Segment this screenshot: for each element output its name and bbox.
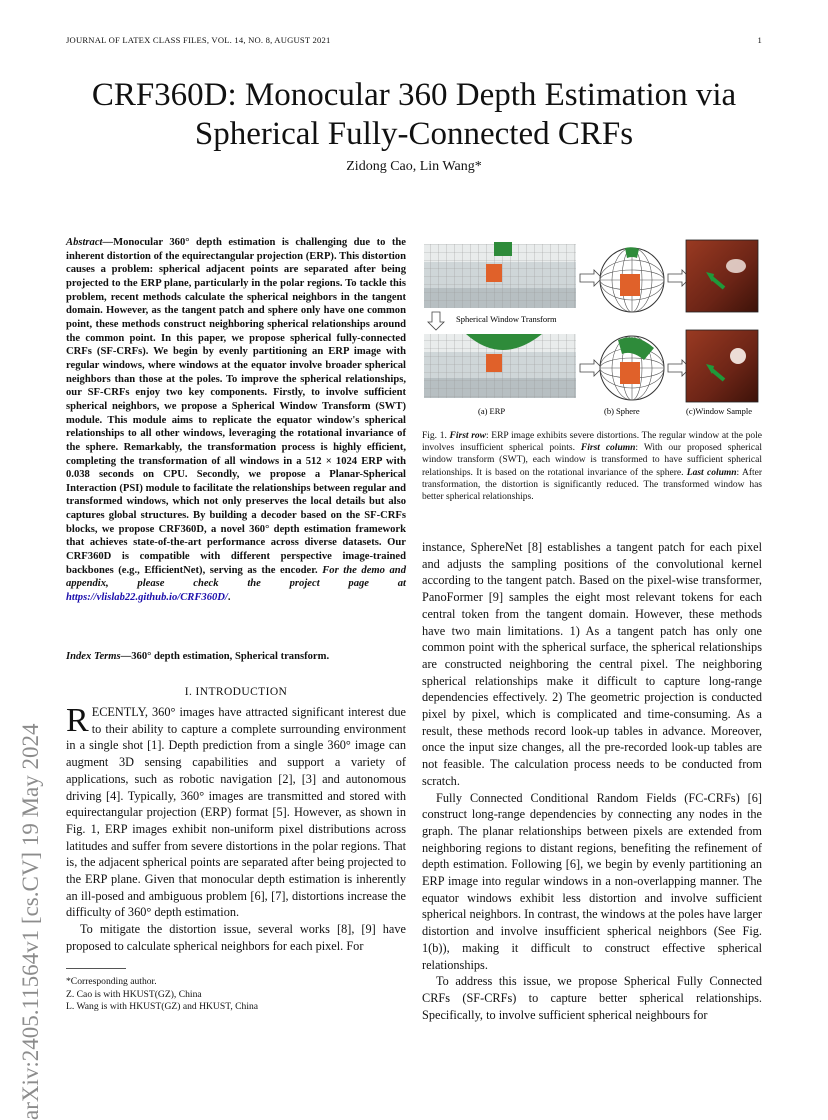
footnote-3: L. Wang is with HKUST(GZ) and HKUST, China [66,1001,259,1012]
label-erp: (a) ERP [478,406,506,416]
intro-column [66,704,406,955]
swt-label: Spherical Window Transform [456,314,557,324]
window-sample-row1 [686,240,758,312]
caption-last-label: Last column [686,467,737,478]
authors: Zidong Cao, Lin Wang* [346,159,482,174]
paper-title: CRF360D: Monocular 360 Depth Estimation via Spherical Fully-Connected CRFs [91,77,737,152]
figure-1-graphic [422,236,762,420]
abstract-text: Monocular 360° depth estimation is challenging due to the inherent distortion of the equirectangular projection (ERP). This distortion causes a problem: spherical adjacent points are separated after being projected to the ERP plane, particularly in the polar regions. To tackle this problem, recent methods calculate the spherical neighbors in the tangent domain. However, as the tangent patch and sphere only have one common point, these methods construct neighboring spherical relationships around the common point. In this paper, we propose spherical fully-connected CRFs (SF-CRFs). We begin by evenly partitioning an ERP image with regular windows, where windows at the equator involve broader spherical neighbors than those at the poles. To improve the spherical relationships, our SF-CRFs enjoy two key components. Firstly, to involve sufficient spherical neighbors, we propose a Spherical Window Transform (SWT) module. This module aims to replicate the equator window's spherical relationships to all other windows, leveraging the rotational invariance of the sphere. Remarkably, the transformation process is highly efficient, completing the transformation of all windows in a 512 × 1024 ERP with 0.038 seconds on CPU. Secondly, we propose a Planar-Spherical Interaction (PSI) module to facilitate the relationships between regular and transformed windows, which not only preserves the local details but also captures global structures. By building a decoder based on the SF-CRFs blocks, we propose CRF360D, a novel 360° depth estimation framework that achieves state-of-the-art performance across diverse datasets. Our CRF360D is compatible with different perspective image-trained backbones (e.g., EfficientNet), serving as the encoder. [66,237,406,576]
caption-col-label: First column [580,443,636,454]
footnotes [66,976,406,1014]
footnote-rule [66,968,126,969]
figure-1-caption [422,430,762,503]
right-paragraph-3: To address this issue, we propose Spherical Fully Connected CRFs (SF-CRFs) to capture better spherical relationships. Specifically, to involve sufficient spherical neighbours for [422,974,762,1022]
caption-row-label: First row [449,431,486,441]
abstract-label: Abstract [66,237,103,248]
caption-t3: : After transformation, the distortion is significantly reduced. The transformed window has better spherical relationships. [422,467,763,503]
dropcap: R [66,702,89,739]
sphere-row1 [600,247,664,312]
caption-prefix: Fig. 1. [422,431,447,441]
label-sphere: (b) Sphere [604,406,640,416]
intro-p1-text: ECENTLY, 360° images have attracted significant interest due to their ability to capture a complete surrounding environment in a single shot [1]. Depth prediction from a single 360° image can augment 3D sensing capabilities and support a variety of applications, such as robotic navigation [2], [3] and autonomous driving [4]. Typically, 360° images are transmitted and stored with equirectangular projection (ERP) format [5]. However, as shown in Fig. 1, ERP images exhibit non-uniform pixel distributions across latitudes and suffer from severe distortions in the polar regions. That is, the adjacent spherical points are separated after being projected to the ERP plane. Given that monocular depth estimation is inherently an ill-posed and ambiguous problem [6], [7], distortions increase the difficulty of 360° depth estimation. [66,705,406,920]
caption-t1: : ERP image exhibits severe distortions. The regular window at the pole involves insufficient spherical points. [422,431,762,454]
index-terms-text: 360° depth estimation, Spherical transform. [131,651,330,662]
footnote-1: *Corresponding author. [66,976,157,987]
figure-1 [422,236,762,420]
running-header [66,35,762,49]
right-paragraph-2: Fully Connected Conditional Random Fields (FC-CRFs) [6] construct long-range dependencies by connecting any nodes in the graph. The planar relationships between pixels are extended from neighboring regions to distant regions, benefiting the refinement of depth estimation. Following [6], we begin by evenly partitioning an ERP image into regular windows in a non-overlapping manner. The equator windows exhibit less distortion and involve sufficient spherical neighbors. In contrast, the windows at the poles have larger distortion and involve insufficient spherical neighbors (See Fig. 1(b)), making it difficult to construct effective spherical relationships. [422,790,762,972]
erp-image-row1 [424,242,576,308]
journal-name: JOURNAL OF LATEX CLASS FILES, VOL. 14, NO. 8, AUGUST 2021 [66,35,331,45]
caption-t2: : With our proposed spherical window transform (SWT), each window is transformed to have sufficient spherical relationships. It is based on the rotational invariance of the sphere. [422,443,762,478]
intro-paragraph-2: To mitigate the distortion issue, several works [8], [9] have proposed to calculate spherical neighbors for each pixel. For [66,922,406,953]
index-terms: Index Terms—360° depth estimation, Spherical transform. [66,651,330,662]
label-window-sample: (c)Window Sample [686,406,752,416]
arxiv-stamp[interactable]: arXiv:2405.11564v1 [cs.CV] 19 May 2024 [18,723,43,1120]
right-paragraph-1: instance, SphereNet [8] establishes a tangent patch for each pixel and adjusts the sampling positions of the convolutional kernel according to the tangent patch. Based on the pixel-wise transformer, PanoFormer [9] samples the eight most relevant tokens for each central token from the tangent domain. However, these methods have two main limitations. 1) As a tangent patch has only one common point with the spherical surface, the spherical relationships are constructed neighboring the central pixel. The neighboring spherical relationships make it difficult to capture long-range dependencies effectively. 2) The geometric projection is conducted pixel by pixel, which is complicated and time-consuming. As a result, these methods record look-up tables in advance. Moreover, once the input size changes, all the pre-recorded look-up tables are not feasible. The calculation process needs to be conducted from scratch. [422,540,762,788]
project-link[interactable]: https://vlislab22.github.io/CRF360D/ [66,592,228,604]
right-column [422,539,762,1023]
sphere-row2 [600,336,664,400]
window-sample-row2 [686,330,758,402]
index-terms-label: Index Terms [66,651,121,662]
page-number: 1 [757,35,762,45]
erp-image-row2 [424,334,576,398]
green-pole-window [494,242,512,256]
intro-paragraph-1 [66,704,406,921]
abstract: Abstract—Monocular 360° depth estimation is challenging due to the inherent distortion of the equirectangular projection (ERP). This distortion causes a problem: spherical adjacent points are separated after being projected to the ERP plane, particularly in the polar regions. To tackle this problem, recent methods calculate the spherical neighbors in the tangent domain. However, as the tangent patch and sphere only have one common point, these methods construct neighboring spherical relationships around the common point. In this paper, we propose spherical fully-connected CRFs (SF-CRFs). We begin by evenly partitioning an ERP image with regular windows, where windows at the equator involve broader spherical neighbors than those at the poles. To improve the spherical relationships, our SF-CRFs enjoy two key components. Firstly, to involve sufficient spherical neighbors, we propose a Spherical Window Transform (SWT) module. This module aims to replicate the equator window's spherical relationships to all other windows, leveraging the rotational invariance of the sphere. Remarkably, the transformation process is highly efficient, completing the transformation of all windows in a 512 × 1024 ERP with 0.038 seconds on CPU. Secondly, we propose a Planar-Spherical Interaction (PSI) module to facilitate the relationships between regular and transformed windows, which not only preserves the local details but also captures global structures. By building a decoder based on the SF-CRFs blocks, we propose CRF360D, a novel 360° depth estimation framework that achieves state-of-the-art performance across diverse datasets. Our CRF360D is compatible with different perspective image-trained backbones (e.g., EfficientNet), serving as the encoder. For the demo and appendix, please check the project page at https://vlislab22.github.io/CRF360D/. [66,237,406,604]
orange-window [486,264,502,282]
demo-text: For the demo and appendix, please check the project page at [66,564,406,590]
section-heading: I. INTRODUCTION [184,686,288,698]
footnote-2: Z. Cao is with HKUST(GZ), China [66,988,202,1000]
